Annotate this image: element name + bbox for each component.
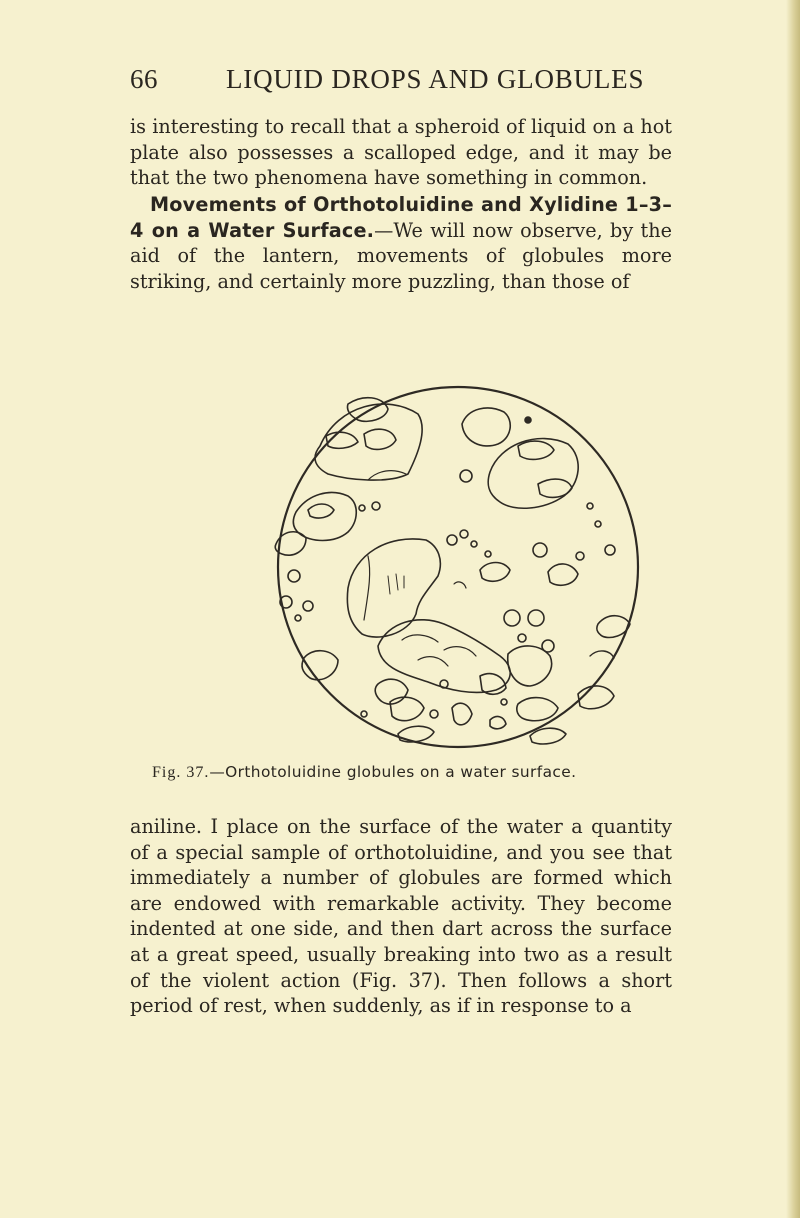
droplet <box>525 417 531 423</box>
figure-37-illustration <box>268 384 648 754</box>
droplet <box>587 503 593 509</box>
globule <box>454 582 466 588</box>
figure-caption-text: —Orthotoluidine globules on a water surface. <box>209 763 577 781</box>
figure-caption <box>152 763 712 782</box>
globule <box>347 398 388 422</box>
droplet <box>576 552 584 560</box>
globule <box>315 404 422 480</box>
globule <box>517 698 558 721</box>
globule <box>462 408 510 446</box>
droplet <box>430 710 438 718</box>
droplet <box>533 543 547 557</box>
globule <box>378 620 510 693</box>
droplet <box>518 634 526 642</box>
droplet <box>359 505 365 511</box>
droplet <box>372 502 380 510</box>
field-of-view-circle <box>278 387 638 747</box>
droplet <box>288 570 300 582</box>
droplet <box>501 699 507 705</box>
globule <box>488 439 578 509</box>
globule <box>308 504 334 518</box>
page-header <box>130 64 670 98</box>
droplet <box>485 551 491 557</box>
globule <box>452 703 472 725</box>
droplet <box>361 711 367 717</box>
droplet <box>295 615 301 621</box>
globule <box>590 651 614 658</box>
paragraph-2-text: —We will now observe, by the aid of the lantern, movements of globules more striking, and certainly more puzzling, than those of <box>130 218 672 293</box>
droplet <box>471 541 477 547</box>
droplet <box>504 610 520 626</box>
page-edge <box>786 0 800 1218</box>
globule <box>390 697 424 720</box>
globule <box>347 539 440 637</box>
paragraph-3: aniline. I place on the surface of the water a quantity of a special sample of orthotoluidine, and you see that immediately a number of globules are formed which are endowed with remarkable activity. They become indented at one side, and then dart across the surface at a great speed, usually breaking into two as a result of the violent action (Fig. 37). Then follows a short period of rest, when suddenly, as if in response to a <box>130 815 672 1018</box>
globule <box>364 429 396 449</box>
globule <box>508 646 552 686</box>
droplet <box>595 521 601 527</box>
droplet <box>528 610 544 626</box>
globule <box>518 441 554 459</box>
paragraph-2 <box>130 192 672 294</box>
page-number: 66 <box>130 64 158 94</box>
globule <box>490 717 506 729</box>
figure-label: Fig. 37. <box>152 764 210 781</box>
droplet <box>605 545 615 555</box>
running-title: LIQUID DROPS AND GLOBULES <box>226 64 645 94</box>
paragraph-1: is interesting to recall that a spheroid of liquid on a hot plate also possesses a scalloped edge, and it may be that the two phenomena have something in common. <box>130 115 672 190</box>
section-heading: Movements of Orthotoluidine and Xylidine 1–3–4 on a Water Surface. <box>130 193 672 242</box>
droplet <box>447 535 457 545</box>
droplet <box>303 601 313 611</box>
droplet <box>460 470 472 482</box>
droplet <box>460 530 468 538</box>
globule <box>480 563 510 582</box>
globule <box>548 564 578 585</box>
